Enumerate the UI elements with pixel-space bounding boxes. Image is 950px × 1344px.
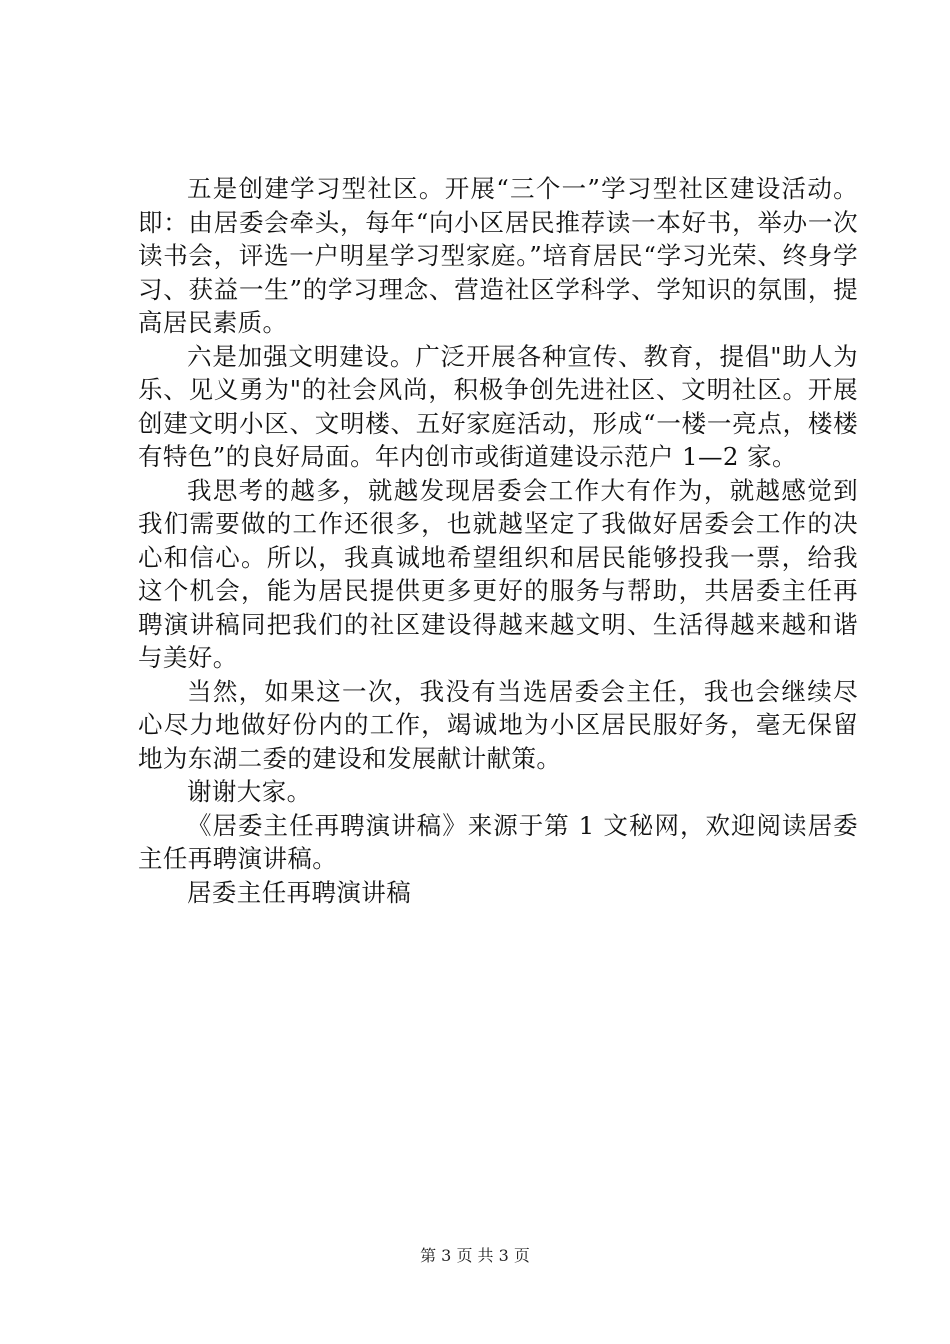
paragraph-learning-community: 五是创建学习型社区。开展“三个一”学习型社区建设活动。即：由居委会牵头，每年“向小区居民推荐读一本好书，举办一次读书会，评选一户明星学习型家庭。”培育居民“学习光荣、终身学习、获益一生”的学习理念、营造社区学科学、学知识的氛围，提高居民素质。 (138, 174, 858, 337)
document-body (138, 172, 858, 909)
paragraph-civilization-building: 六是加强文明建设。广泛开展各种宣传、教育，提倡"助人为乐、见义勇为"的社会风尚，积极争创先进社区、文明社区。开展创建文明小区、文明楼、五好家庭活动，形成“一楼一亮点，楼楼有特色”的良好局面。年内创市或街道建设示范户 1—2 家。 (138, 341, 858, 471)
paragraph-commitment: 当然，如果这一次，我没有当选居委会主任，我也会继续尽心尽力地做好份内的工作，竭诚地为小区居民服好务，毫无保留地为东湖二委的建设和发展献计献策。 (138, 676, 858, 773)
paragraph-thanks: 谢谢大家。 (187, 777, 312, 806)
page-number-footer: 第 3 页 共 3 页 (420, 1246, 530, 1265)
paragraph-title-repeat: 居委主任再聘演讲稿 (187, 877, 412, 907)
paragraph-reflection: 我思考的越多，就越发现居委会工作大有作为，就越感觉到我们需要做的工作还很多，也就越坚定了我做好居委会工作的决心和信心。所以，我真诚地希望组织和居民能够投我一票，给我这个机会，能为居民提供更多更好的服务与帮助，共居委主任再聘演讲稿同把我们的社区建设得越来越文明、生活得越来越和谐与美好。 (138, 475, 858, 672)
paragraph-source-note: 《居委主任再聘演讲稿》来源于第 1 文秘网，欢迎阅读居委主任再聘演讲稿。 (138, 810, 858, 873)
